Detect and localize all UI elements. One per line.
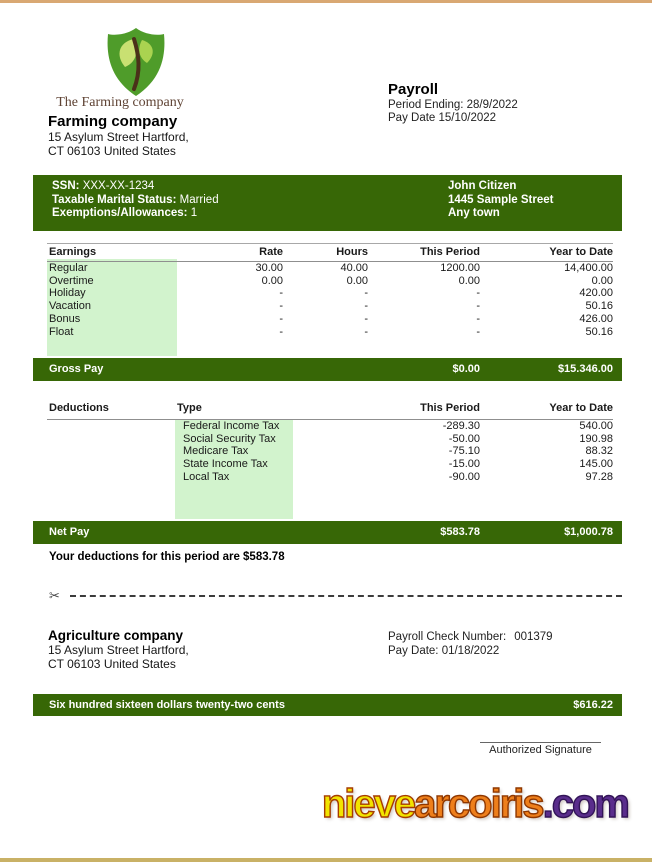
authorized-signature-line: Authorized Signature [480,742,601,756]
earning-hours: 40.00 [340,262,368,274]
type-header: Type [175,400,293,420]
ssn-line: SSN: XXX-XX-1234 [52,180,155,192]
check-number-label: Payroll Check Number: [388,631,507,643]
earnings-table [47,243,613,338]
deductions-header: Deductions [47,400,175,420]
deduction-type: State Income Tax [183,458,268,471]
gross-pay-bar [33,358,622,381]
check-number-value: 001379 [514,631,553,643]
table-row [47,471,613,484]
earning-this-period: - [476,300,480,313]
watermark-logo [322,782,628,827]
table-row [47,458,613,471]
earning-ytd: 50.16 [585,300,613,313]
table-row [47,326,613,339]
payroll-title: Payroll [388,81,439,98]
earning-rate: - [279,300,283,313]
employer-block [48,113,189,158]
watermark-part3: .com [542,782,628,826]
cut-line [33,588,622,604]
earning-rate: - [279,287,283,300]
deduction-type: Medicare Tax [183,445,249,458]
deduction-this-period: -50.00 [448,432,480,445]
deduction-type: Federal Income Tax [183,420,280,432]
rate-header: Rate [177,244,283,262]
amount-words: Six hundred sixteen dollars twenty-two cents [49,699,285,711]
check-employer-address2: CT 06103 United States [48,656,176,671]
deduction-spacer [47,445,175,458]
watermark-part1: nieve [321,782,415,826]
gross-pay-this-period: $0.00 [452,363,480,375]
employee-name: John Citizen [448,180,517,192]
check-employer-block [48,627,189,671]
deduction-this-period: -289.30 [442,420,480,432]
earnings-header: Earnings [47,244,177,262]
deduction-ytd: 540.00 [579,420,613,432]
earning-label: Overtime [49,274,94,287]
employee-address2: Any town [448,207,500,219]
earning-rate: 0.00 [261,274,283,287]
deduction-this-period: -75.10 [448,445,480,458]
earning-hours: - [364,300,368,313]
deduction-ytd: 145.00 [579,458,613,471]
deductions-header-row [47,400,613,420]
check-number-line [388,630,553,644]
table-row [47,433,613,446]
logo-caption: The Farming company [56,95,184,110]
earning-rate: - [279,325,283,338]
payroll-header-block [388,81,518,125]
deduction-spacer [47,420,175,433]
earning-ytd: 50.16 [585,325,613,338]
table-row [47,420,613,433]
deduction-ytd: 190.98 [579,432,613,445]
table-row [47,300,613,313]
earning-this-period: 1200.00 [440,262,480,274]
exemptions-line: Exemptions/Allowances: 1 [52,207,198,219]
dashed-separator [70,595,622,597]
table-row [47,275,613,288]
pay-date: Pay Date 15/10/2022 [388,112,497,124]
earning-hours: - [364,325,368,338]
earning-hours: 0.00 [346,274,368,287]
employer-address-line1: 15 Asylum Street Hartford, [48,130,189,144]
earning-ytd: 426.00 [579,312,613,325]
period-ending: Period Ending: 28/9/2022 [388,99,518,111]
deduction-ytd: 97.28 [585,470,613,483]
deductions-summary-note: Your deductions for this period are $583.78 [49,551,285,563]
net-pay-bar [33,521,622,544]
earning-this-period: 0.00 [458,274,480,287]
earning-rate: - [279,312,283,325]
table-row [47,262,613,275]
earning-rate: 30.00 [255,262,283,274]
gross-pay-ytd: $15.346.00 [557,363,613,375]
earning-this-period: - [476,325,480,338]
net-pay-this-period: $583.78 [440,526,480,538]
deduction-spacer [47,458,175,471]
earning-this-period: - [476,287,480,300]
earning-label: Regular [49,262,88,274]
earning-label: Float [49,325,74,338]
amount-in-words-bar [33,694,622,716]
deduction-type: Local Tax [183,470,230,483]
earning-label: Bonus [49,312,81,325]
earning-hours: - [364,312,368,325]
employee-tax-info [52,180,219,221]
employee-address-block [448,180,553,221]
check-pay-date: Pay Date: 01/18/2022 [388,645,500,657]
marital-status-line: Taxable Marital Status: Married [52,193,219,206]
deductions-table [47,400,613,484]
amount-value: $616.22 [573,699,613,711]
earnings-header-row [47,244,613,262]
check-employer-name: Agriculture company [48,628,184,643]
earning-ytd: 0.00 [591,274,613,287]
watermark-part2: arcoiris [414,782,543,826]
deduction-spacer [47,471,175,484]
table-row [47,313,613,326]
employer-address-line2: CT 06103 United States [48,143,176,158]
table-row [47,287,613,300]
earning-ytd: 14,400.00 [564,262,613,274]
deduction-spacer [47,433,175,446]
deduction-this-period: -90.00 [448,470,480,483]
deduction-this-period: -15.00 [448,458,480,471]
earning-this-period: - [476,312,480,325]
employee-address1: 1445 Sample Street [448,193,554,206]
check-meta-block [388,630,553,658]
this-period-header: This Period [368,244,480,262]
net-pay-label: Net Pay [49,526,90,538]
year-to-date-header: Year to Date [480,400,613,420]
deduction-ytd: 88.32 [585,445,613,458]
earning-label: Holiday [49,287,86,300]
farming-company-logo-icon [104,27,168,97]
employer-name: Farming company [48,113,178,130]
employee-info-bar [33,175,622,231]
net-pay-ytd: $1,000.78 [564,526,613,538]
earning-label: Vacation [49,300,91,313]
hours-header: Hours [283,244,368,262]
earning-ytd: 420.00 [579,287,613,300]
scissors-icon: ✂ [49,588,60,603]
table-row [47,445,613,458]
deduction-type: Social Security Tax [183,432,276,445]
this-period-header: This Period [293,400,480,420]
earning-hours: - [364,287,368,300]
year-to-date-header: Year to Date [480,244,613,262]
check-employer-address1: 15 Asylum Street Hartford, [48,643,189,657]
gross-pay-label: Gross Pay [49,363,104,375]
